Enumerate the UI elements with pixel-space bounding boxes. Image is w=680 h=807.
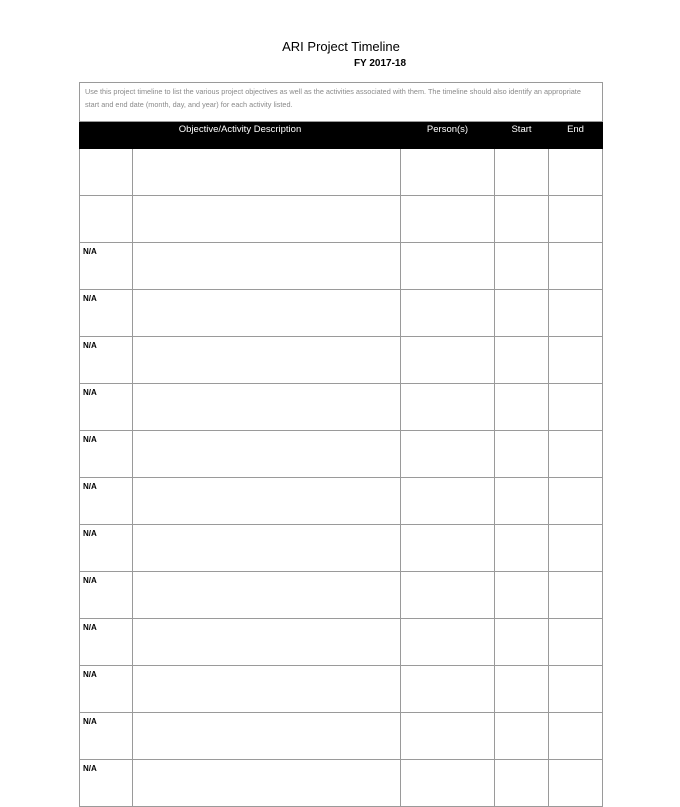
row-id-cell xyxy=(80,196,133,243)
start-date-cell[interactable] xyxy=(495,760,549,807)
description-cell[interactable] xyxy=(133,760,401,807)
persons-cell[interactable] xyxy=(401,196,495,243)
start-date-cell[interactable] xyxy=(495,149,549,196)
end-date-cell[interactable] xyxy=(549,619,603,666)
table-row xyxy=(80,243,603,290)
start-date-cell[interactable] xyxy=(495,384,549,431)
row-id-cell: N/A xyxy=(80,572,133,619)
description-cell[interactable] xyxy=(133,666,401,713)
start-date-cell[interactable] xyxy=(495,431,549,478)
title-text: ARI Project Timeline xyxy=(282,39,400,54)
persons-cell[interactable] xyxy=(401,525,495,572)
persons-cell[interactable] xyxy=(401,713,495,760)
table-row xyxy=(80,760,603,807)
col-header-start: Start xyxy=(495,122,549,149)
row-id-cell: N/A xyxy=(80,478,133,525)
persons-cell[interactable] xyxy=(401,243,495,290)
instructions-row xyxy=(80,83,603,122)
table-row xyxy=(80,713,603,760)
description-cell[interactable] xyxy=(133,149,401,196)
row-id-cell: N/A xyxy=(80,337,133,384)
row-id-cell: N/A xyxy=(80,290,133,337)
end-date-cell[interactable] xyxy=(549,384,603,431)
persons-cell[interactable] xyxy=(401,760,495,807)
end-date-cell[interactable] xyxy=(549,149,603,196)
description-cell[interactable] xyxy=(133,572,401,619)
end-date-cell[interactable] xyxy=(549,337,603,384)
table-row xyxy=(80,149,603,196)
col-header-description: Objective/Activity Description xyxy=(80,122,401,149)
row-id-cell: N/A xyxy=(80,525,133,572)
row-id-cell: N/A xyxy=(80,431,133,478)
end-date-cell[interactable] xyxy=(549,243,603,290)
description-cell[interactable] xyxy=(133,290,401,337)
table-row xyxy=(80,478,603,525)
page-subtitle: FY 2017-18 xyxy=(353,58,407,69)
start-date-cell[interactable] xyxy=(495,572,549,619)
end-date-cell[interactable] xyxy=(549,478,603,525)
table-row xyxy=(80,196,603,243)
col-header-end: End xyxy=(549,122,603,149)
start-date-cell[interactable] xyxy=(495,196,549,243)
end-date-cell[interactable] xyxy=(549,196,603,243)
description-cell[interactable] xyxy=(133,525,401,572)
end-date-cell[interactable] xyxy=(549,525,603,572)
table-header-row xyxy=(80,122,603,149)
table-row xyxy=(80,337,603,384)
table-row xyxy=(80,525,603,572)
persons-cell[interactable] xyxy=(401,478,495,525)
table-row xyxy=(80,619,603,666)
start-date-cell[interactable] xyxy=(495,525,549,572)
end-date-cell[interactable] xyxy=(549,760,603,807)
row-id-cell: N/A xyxy=(80,713,133,760)
end-date-cell[interactable] xyxy=(549,572,603,619)
table-row xyxy=(80,384,603,431)
description-cell[interactable] xyxy=(133,196,401,243)
description-cell[interactable] xyxy=(133,619,401,666)
persons-cell[interactable] xyxy=(401,149,495,196)
end-date-cell[interactable] xyxy=(549,290,603,337)
start-date-cell[interactable] xyxy=(495,666,549,713)
end-date-cell[interactable] xyxy=(549,666,603,713)
description-cell[interactable] xyxy=(133,431,401,478)
persons-cell[interactable] xyxy=(401,666,495,713)
persons-cell[interactable] xyxy=(401,431,495,478)
description-cell[interactable] xyxy=(133,478,401,525)
end-date-cell[interactable] xyxy=(549,431,603,478)
table-row xyxy=(80,572,603,619)
table-row xyxy=(80,290,603,337)
start-date-cell[interactable] xyxy=(495,478,549,525)
instructions-text: Use this project timeline to list the various project objectives as well as the activities associated with them. The timeline should also identify an appropriate start and end date (month, day, and year) for each activity listed. xyxy=(80,83,603,122)
row-id-cell: N/A xyxy=(80,619,133,666)
start-date-cell[interactable] xyxy=(495,290,549,337)
row-id-cell: N/A xyxy=(80,666,133,713)
persons-cell[interactable] xyxy=(401,619,495,666)
page-title xyxy=(0,39,680,54)
description-cell[interactable] xyxy=(133,384,401,431)
persons-cell[interactable] xyxy=(401,290,495,337)
start-date-cell[interactable] xyxy=(495,619,549,666)
table-row xyxy=(80,431,603,478)
persons-cell[interactable] xyxy=(401,337,495,384)
start-date-cell[interactable] xyxy=(495,243,549,290)
persons-cell[interactable] xyxy=(401,572,495,619)
description-cell[interactable] xyxy=(133,337,401,384)
start-date-cell[interactable] xyxy=(495,337,549,384)
description-cell[interactable] xyxy=(133,243,401,290)
table-row xyxy=(80,666,603,713)
timeline-table xyxy=(79,82,603,807)
row-id-cell xyxy=(80,149,133,196)
description-cell[interactable] xyxy=(133,713,401,760)
persons-cell[interactable] xyxy=(401,384,495,431)
end-date-cell[interactable] xyxy=(549,713,603,760)
col-header-persons: Person(s) xyxy=(401,122,495,149)
row-id-cell: N/A xyxy=(80,760,133,807)
row-id-cell: N/A xyxy=(80,384,133,431)
start-date-cell[interactable] xyxy=(495,713,549,760)
row-id-cell: N/A xyxy=(80,243,133,290)
